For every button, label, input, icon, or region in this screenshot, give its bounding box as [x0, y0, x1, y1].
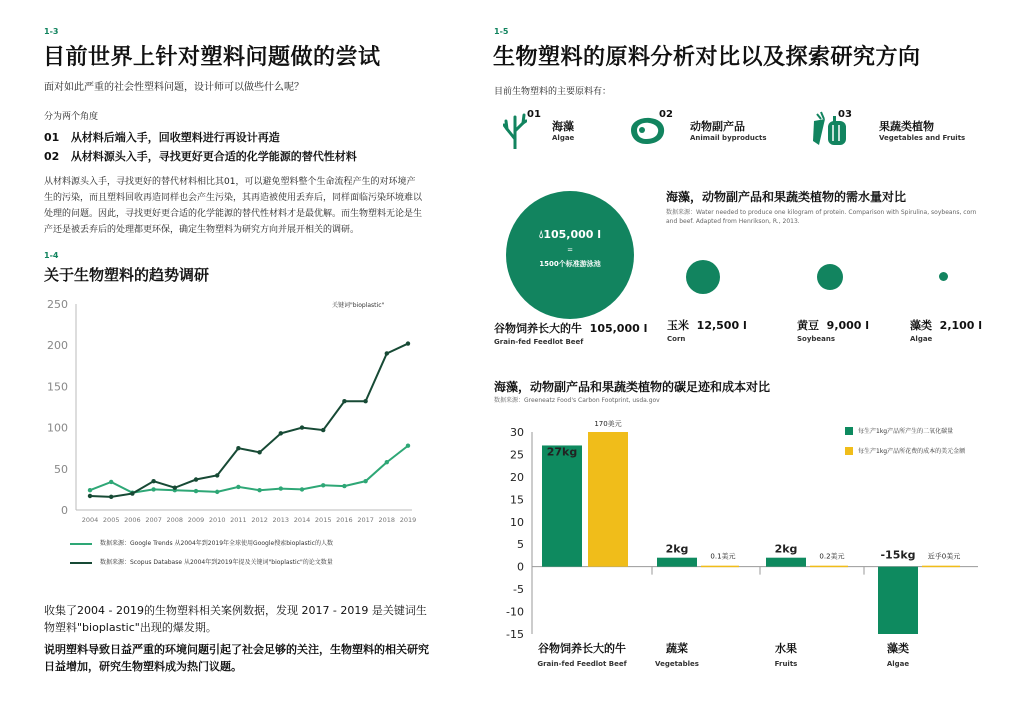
- trend-x-tick: 2005: [102, 516, 120, 524]
- carbon-legend-swatch-green: [845, 427, 853, 435]
- trend-x-tick: 2013: [272, 516, 290, 524]
- trend-series-point: [385, 460, 389, 464]
- carbon-category-en: Algae: [886, 660, 910, 668]
- carbon-cost-label: 0.1美元: [710, 552, 736, 561]
- trend-x-tick: 2014: [293, 516, 311, 524]
- carbon-co2-bar: [542, 445, 582, 566]
- carbon-co2-label: 2kg: [774, 542, 798, 556]
- material-1-number: 01: [527, 109, 541, 120]
- trend-series-point: [257, 488, 261, 492]
- trend-series-point: [109, 480, 113, 484]
- carbon-legend-swatch-yellow: [845, 447, 853, 455]
- trend-series-point: [300, 425, 304, 429]
- carbon-cost-bar: [922, 566, 960, 568]
- material-1-en: Algae: [552, 134, 575, 142]
- trend-series-point: [257, 450, 261, 454]
- water-soybean-label: 黄豆 9,000 l: [797, 319, 870, 332]
- trend-series-point: [215, 473, 219, 477]
- trend-series-point: [279, 486, 283, 490]
- trend-series-point: [321, 483, 325, 487]
- trend-series-point: [279, 431, 283, 435]
- trend-series-point: [88, 494, 92, 498]
- carbon-legend-cost: 每生产1kg产品所花费的成本的美元金额: [858, 448, 966, 455]
- carbon-y-tick: 30: [510, 426, 524, 439]
- carbon-y-tick: -10: [506, 605, 524, 619]
- material-3-cn: 果蔬类植物: [879, 120, 934, 133]
- trend-series-point: [300, 487, 304, 491]
- angle-2-number: 02: [44, 150, 60, 163]
- material-3-number: 03: [838, 109, 852, 120]
- trend-series-point: [109, 495, 113, 499]
- beef-water-eq: =: [567, 246, 573, 254]
- trend-y-tick: 100: [47, 421, 68, 435]
- section-title-trend: 关于生物塑料的趋势调研: [44, 266, 210, 284]
- carbon-cost-bar: [701, 566, 739, 568]
- section-title-attempts: 目前世界上针对塑料问题做的尝试: [43, 45, 381, 70]
- trend-x-tick: 2019: [399, 516, 417, 524]
- water-source: 数据来源：Water needed to produce one kilogram of protein. Comparison with Spirulina, soybeans, corn and beef. Adapted from Henrikson, R., 2013.: [666, 209, 977, 225]
- angle-1: [44, 129, 280, 145]
- seaweed-icon: [503, 109, 527, 149]
- trend-x-tick: 2012: [251, 516, 268, 524]
- trend-series-point: [173, 486, 177, 490]
- beef-water-value: 💧︎105,000 l: [538, 228, 602, 241]
- legend-scopus: 数据来源：Scopus Database 从2004年到2019年提及关键词"bioplastic"的论文数量: [70, 557, 333, 566]
- carbon-y-tick: 0: [517, 560, 524, 574]
- trend-series-point: [406, 341, 410, 345]
- carbon-y-tick: 15: [510, 493, 524, 507]
- carbon-cost-bar: [810, 566, 848, 568]
- trend-series-point: [406, 444, 410, 448]
- carbon-y-tick: 25: [510, 448, 524, 462]
- trend-series-point: [151, 479, 155, 483]
- section-title-materials: 生物塑料的原料分析对比以及探索研究方向: [493, 45, 921, 70]
- algae-water-circle: [939, 272, 948, 281]
- beef-water-circle: [506, 191, 634, 319]
- carbon-cost-label: 170美元: [594, 420, 622, 428]
- carbon-co2-bar: [878, 567, 918, 634]
- summary-paragraph-2: 说明塑料导致日益严重的环境问题引起了社会足够的关注，生物塑料的相关研究日益增加，研究生物塑料成为热门议题。: [44, 643, 429, 673]
- carbon-y-tick: 10: [510, 515, 524, 529]
- carbon-category-cn: 藻类: [887, 642, 909, 655]
- material-1-cn: 海藻: [552, 120, 574, 133]
- water-algae-en: Algae: [910, 335, 933, 343]
- trend-x-tick: 2011: [230, 516, 247, 524]
- trend-series-point: [194, 477, 198, 481]
- trend-x-tick: 2006: [124, 516, 141, 524]
- materials-intro: 目前生物塑料的主要原料有：: [494, 87, 612, 97]
- carbon-y-tick: -5: [513, 583, 524, 597]
- trend-series-point: [363, 399, 367, 403]
- body-paragraph: 从材料源头入手，寻找更好的替代材料相比其01，可以避免塑料整个生命流程产生的对环境产生的污染，而且塑料回收再造同样也会产生污染，其再造被使用丢弃后，同样面临污染环境难以处理的问题。因此，寻找更好更合适的化学能源的替代性材料才是最优解。而生物塑料无论是生产还是被丢弃后的处理都更环保，确定生物塑料为研究方向并展开相关的调研。: [44, 177, 423, 235]
- angle-1-text: 从材料后端入手，回收塑料进行再设计再造: [70, 131, 280, 144]
- section-number-1-5: 1-5: [494, 27, 509, 36]
- trend-series-point: [130, 491, 134, 495]
- trend-series-point: [342, 399, 346, 403]
- trend-series-line: [90, 344, 408, 497]
- carbon-co2-bar: [766, 558, 806, 567]
- water-algae-label: 藻类 2,100 l: [910, 319, 983, 332]
- carbon-title: 海藻，动物副产品和果蔬类植物的碳足迹和成本对比: [494, 380, 771, 394]
- trend-series-point: [385, 351, 389, 355]
- carbon-co2-label: -15kg: [880, 548, 916, 562]
- carbon-category-cn: 水果: [775, 642, 797, 655]
- carbon-category-cn: 蔬菜: [666, 642, 688, 655]
- trend-series-point: [215, 490, 219, 494]
- trend-x-tick: 2016: [336, 516, 353, 524]
- trend-x-tick: 2015: [314, 516, 332, 524]
- trend-series-point: [236, 446, 240, 450]
- trend-series-point: [342, 484, 346, 488]
- water-title: 海藻，动物副产品和果蔬类植物的需水量对比: [666, 190, 907, 204]
- carbon-category-en: Vegetables: [655, 660, 699, 668]
- trend-line-chart: [40, 292, 430, 524]
- carbon-legend-co2: 每生产1kg产品所产生的二氧化碳量: [858, 428, 954, 435]
- corn-water-circle: [686, 260, 720, 294]
- trend-series-point: [194, 489, 198, 493]
- water-drop-icon: 💧︎: [538, 228, 544, 241]
- trend-y-tick: 0: [61, 504, 68, 517]
- trend-x-tick: 2008: [166, 516, 184, 524]
- summary-paragraph-1: 收集了2004 - 2019的生物塑料相关案例数据，发现 2017 - 2019 是关键词生物塑料"bioplastic"出现的爆发期。: [44, 604, 427, 634]
- carbon-category-cn: 谷物饲养长大的牛: [538, 642, 626, 655]
- soybean-water-circle: [817, 264, 843, 290]
- material-2-en: Animail byproducts: [690, 134, 767, 142]
- trend-y-tick: 150: [47, 380, 68, 394]
- water-beef-en: Grain-fed Feedlot Beef: [494, 338, 584, 346]
- angle-2: [44, 148, 357, 164]
- trend-series-point: [363, 479, 367, 483]
- trend-x-tick: 2017: [357, 516, 374, 524]
- legend-line-dark: [70, 562, 92, 564]
- angle-1-number: 01: [44, 131, 60, 144]
- material-2-cn: 动物副产品: [690, 120, 745, 133]
- trend-series-point: [88, 488, 92, 492]
- trend-series-point: [151, 487, 155, 491]
- trend-y-tick: 50: [54, 462, 68, 476]
- carbon-co2-label: 27kg: [546, 445, 578, 459]
- trend-y-tick: 200: [47, 339, 68, 353]
- carbon-category-en: Fruits: [774, 660, 798, 668]
- trend-x-tick: 2007: [145, 516, 162, 524]
- carbon-y-tick: 5: [517, 538, 524, 552]
- trend-x-tick: 2010: [208, 516, 226, 524]
- angle-2-text: 从材料源头入手，寻找更好更合适的化学能源的替代性材料: [70, 150, 357, 163]
- section-number-1-4: 1-4: [44, 251, 59, 260]
- trend-series-point: [236, 485, 240, 489]
- beef-water-pools: 1500个标准游泳池: [539, 260, 601, 268]
- section-question: 面对如此严重的社会性塑料问题，设计师可以做些什么呢？: [44, 82, 304, 93]
- meat-icon: [628, 116, 666, 146]
- water-corn-label: 玉米 12,500 l: [667, 319, 747, 332]
- carbon-co2-bar: [657, 558, 697, 567]
- material-2-number: 02: [659, 109, 673, 120]
- water-corn-en: Corn: [667, 335, 686, 343]
- carbon-cost-bar: [588, 432, 628, 567]
- trend-x-tick: 2018: [378, 516, 396, 524]
- trend-series-point: [321, 428, 325, 432]
- trend-x-tick: 2009: [187, 516, 205, 524]
- carbon-y-tick: -15: [506, 628, 524, 641]
- carbon-cost-label: 0.2美元: [819, 552, 845, 561]
- water-soybean-en: Soybeans: [797, 335, 836, 343]
- trend-series-line: [90, 446, 408, 493]
- carbon-y-tick: 20: [510, 470, 524, 484]
- trend-y-tick: 250: [47, 298, 68, 311]
- angles-label: 分为两个角度: [44, 112, 99, 122]
- legend-google-trends: 数据来源：Google Trends 从2004年到2019年全球使用Google搜索bioplastic的人数: [70, 538, 333, 547]
- carbon-co2-label: 2kg: [665, 542, 689, 556]
- carbon-category-en: Grain-fed Feedlot Beef: [537, 660, 627, 668]
- legend-line-green: [70, 543, 92, 545]
- carbon-cost-label: 近乎0美元: [927, 552, 961, 561]
- keyword-note: 关键词"bioplastic": [332, 302, 385, 309]
- carbon-source: 数据来源：Greeneatz Food's Carbon Footprint, usda.gov: [494, 397, 660, 404]
- trend-x-tick: 2004: [81, 516, 99, 524]
- water-beef-label: 谷物饲养长大的牛 105,000 l: [494, 322, 648, 335]
- section-number-1-3: 1-3: [44, 27, 59, 36]
- material-3-en: Vegetables and Fruits: [879, 134, 966, 142]
